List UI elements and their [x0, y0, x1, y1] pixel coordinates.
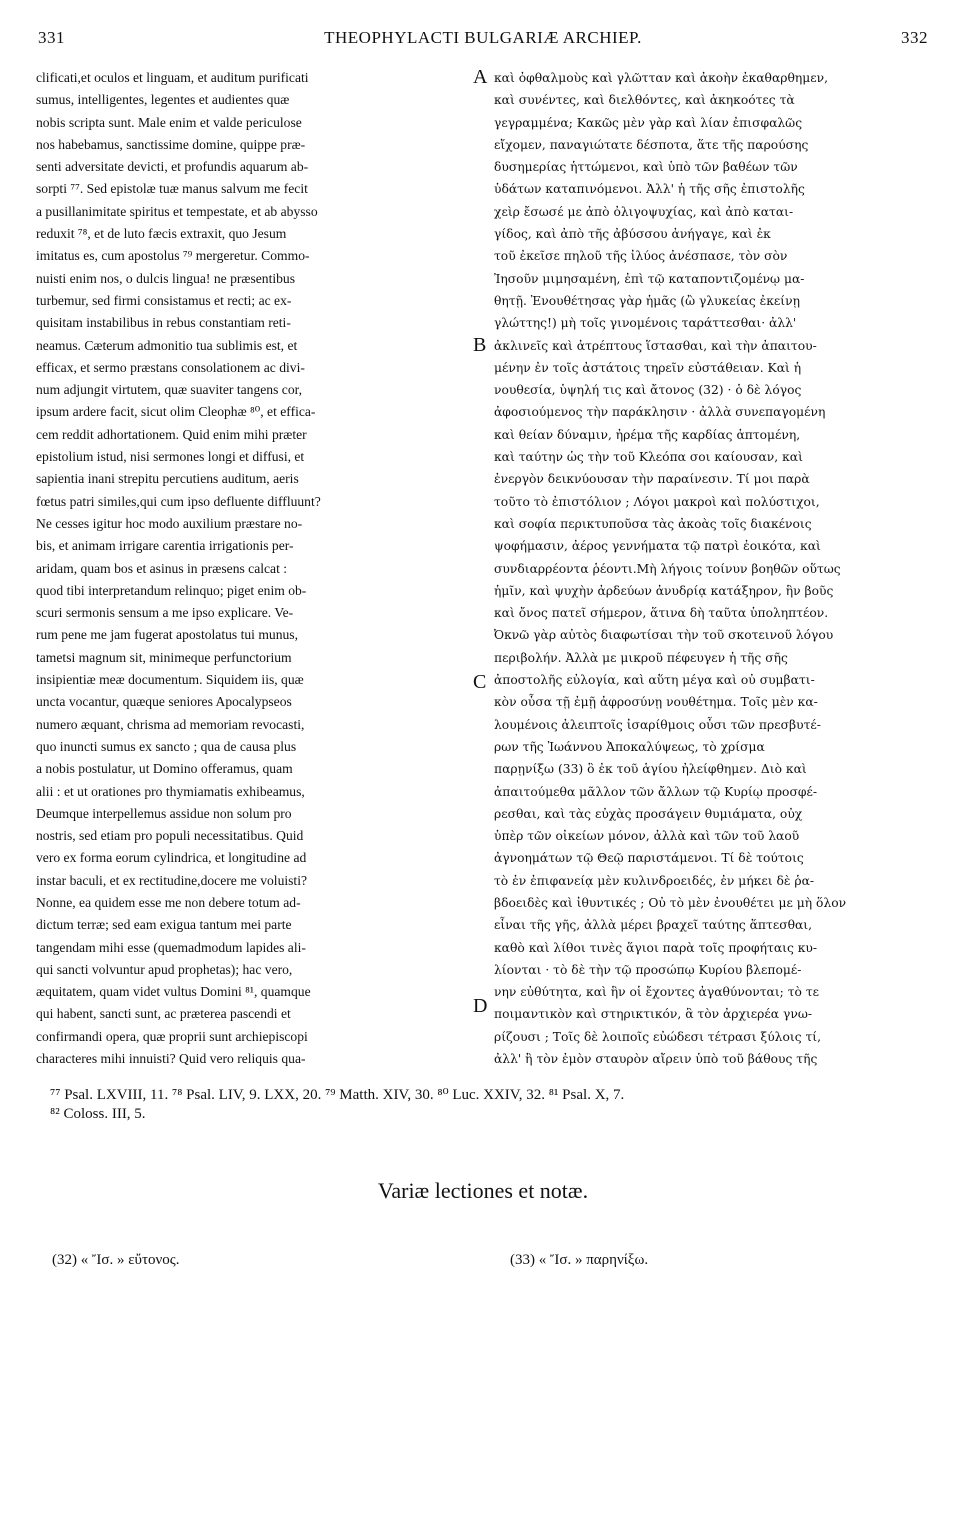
greek-text-line: συνδιαρρέοντα ῥέοντι.Μὴ λήγοις τοίνυν βοηθῶν οὕτως — [494, 561, 841, 576]
greek-text-line: ὑδάτων καταπινόμενοι. Ἀλλ' ἡ τῆς σῆς ἐπιστολῆς — [494, 182, 805, 197]
latin-text-line: instar baculi, et ex rectitudine,docere me voluisti? — [36, 872, 308, 888]
variant-note-33: (33) « Ἴσ. » παρηνίξω. — [510, 1252, 649, 1268]
greek-text-line: νουθεσία, ὑψηλή τις καὶ ἄτονος (32) · ὁ δὲ λόγος — [494, 383, 802, 398]
latin-text-line: nos habebamus, sanctissime domine, quippe præ- — [36, 136, 306, 152]
latin-text-line: num adjungit virtutem, quæ suaviter tangens cor, — [36, 382, 302, 398]
latin-text-line: Nonne, ea quidem esse me non debere totum ad- — [36, 894, 301, 910]
greek-text-line: Ἰησοῦν μιμησαμένη, ἐπὶ τῷ καταποντιζομένῳ μα- — [494, 271, 805, 286]
greek-text-line: Ὀκνῶ γὰρ αὐτὸς διαφωτίσαι τὴν τοῦ σκοτεινοῦ λόγου — [494, 628, 834, 643]
latin-text-line: cem reddit adhortationem. Quid enim mihi præter — [36, 426, 307, 442]
greek-text-line: ρίζουσι ; Τοῖς δὲ λοιποῖς εὐώδεσι τέτρασι ξύλοις τί, — [494, 1029, 822, 1044]
greek-column — [494, 67, 932, 1070]
greek-text-line: γλώττης!) μὴ τοῖς γινομένοις ταράττεσθαι· ἀλλ' — [494, 316, 797, 331]
greek-text-line: τοῦτο τὸ ἐπιστόλιον ; Λόγοι μακροὶ καὶ πολύστιχοι, — [494, 494, 820, 509]
greek-text-line: ἀλλ' ἢ τὸν ἐμὸν σταυρὸν αἴρειν ὑπὸ τοῦ βάθους τῆς — [494, 1052, 818, 1067]
latin-text-line: sorpti ⁷⁷. Sed epistolæ tuæ manus salvum me fecit — [36, 181, 308, 197]
latin-text-line: tangendam mihi esse (quemadmodum lapides ali- — [36, 939, 306, 955]
greek-text-line: θητῇ. Ἐνουθέτησας γὰρ ἡμᾶς (ὢ γλυκείας ἐκείνῃ — [494, 293, 800, 308]
greek-text-line: βδοειδὲς καὶ ἰθυντικές ; Οὐ τὸ μὲν ἐνουθέτει με μὴ ὅλον — [494, 895, 847, 910]
greek-text-line: ἀγνοημάτων τῷ Θεῷ παριστάμενοι. Τί δὲ τούτοις — [494, 851, 804, 866]
latin-text-line: epistolium istud, nisi sermones longi et diffusi, et — [36, 449, 305, 465]
greek-text-line: δυσημερίας ἡττώμενοι, καὶ ὑπὸ τῶν βαθέων τῶν — [494, 160, 798, 175]
latin-text-line: nuisti enim nos, o dulcis lingua! ne præsentibus — [36, 270, 296, 286]
latin-text-line: Deumque interpellemus assidue non solum pro — [36, 805, 292, 821]
greek-text-line: ἐνεργὸν δεικνύουσαν τὴν παραίνεσιν. Τί μοι παρὰ — [494, 472, 810, 487]
greek-text-line: ποιμαντικὸν καὶ στηρικτικόν, ἃ τὸν ἀρχιερέα γνω- — [494, 1007, 813, 1022]
latin-text-line: rum pene me jam fugerat apostolatus tui munus, — [36, 627, 298, 643]
greek-text-line: τοῦ ἐκεῖσε πηλοῦ τῆς ἰλύος ἀνέσπασε, τὸν σὸν — [494, 249, 788, 264]
greek-text-line: ἀπαιτούμεθα μᾶλλον τῶν ἄλλων τῷ Κυρίῳ προσφέ- — [494, 784, 817, 799]
greek-text-line: λίονται · τὸ δὲ τὴν τῷ προσώπῳ Κυρίου βλεπομέ- — [494, 962, 802, 977]
latin-text-line: nobis scripta sunt. Male enim et valde periculose — [36, 114, 302, 130]
margin-letter-b: B — [473, 334, 487, 356]
latin-text-line: quisitam instabilibus in rebus constantiam reti- — [36, 315, 291, 331]
page-number-left: 331 — [38, 28, 65, 47]
latin-text-line: sapientia inani strepitu percutiens auditum, aeris — [36, 471, 299, 487]
latin-text-line: clificati,et oculos et linguam, et auditum purificati — [36, 70, 309, 85]
greek-text-line: γεγραμμένα; Κακῶς μὲν γὰρ καὶ λίαν ἐπισφαλῶς — [494, 115, 803, 130]
greek-text-line: καὶ σοφία περικτυποῦσα τὰς ἀκοὰς τοῖς διακένοις — [494, 516, 812, 531]
greek-text-line: περιβολήν. Ἀλλὰ με μικροῦ πέφευγεν ἡ τῆς σῆς — [494, 650, 788, 665]
latin-column — [36, 67, 470, 1070]
latin-text-line: reduxit ⁷⁸, et de luto fæcis extraxit, quo Jesum — [36, 226, 287, 242]
greek-text-line: ψοφήμασιν, ἀέρος γεννήματα τῷ πατρὶ ἐοικότα, καὶ — [494, 539, 821, 554]
greek-text-line: ἀποστολῆς εὐλογία, καὶ αὕτη μέγα καὶ οὐ συμβατι- — [494, 673, 815, 688]
greek-text-line: εἴχομεν, παναγιώτατε δέσποτα, ἅτε τῆς παρούσης — [494, 137, 809, 152]
latin-text-line: quo inuncti sumus ex sancto ; qua de causa plus — [36, 738, 297, 754]
page-header — [38, 28, 928, 54]
latin-text-line: senti adversitate devicti, et profundis aquarum ab- — [36, 159, 309, 175]
greek-text-line: καθὸ καὶ λίθοι τινὲς ἅγιοι παρὰ τοῖς προφήταις κυ- — [494, 940, 818, 955]
footnotes — [50, 1086, 930, 1124]
latin-text-line: qui habent, sancti sunt, ac præterea pascendi et — [36, 1006, 291, 1022]
greek-text-line: καὶ ταύτην ὡς τὴν τοῦ Κλεόπα σοι καίουσαν, καὶ — [494, 450, 803, 465]
latin-text-line: a nobis postulatur, ut Domino offeramus, quam — [36, 761, 293, 777]
running-title: THEOPHYLACTI BULGARIÆ ARCHIEP. — [324, 28, 642, 47]
greek-text-line: ρων τῆς Ἰωάννου Ἀποκαλύψεως, τὸ χρίσμα — [494, 739, 765, 754]
greek-text-line: λουμένοις ἀλειπτοῖς ἰσαρίθμοις οὖσι τῶν πρεσβυτέ- — [494, 717, 821, 732]
margin-letter-c: C — [473, 671, 487, 693]
greek-text-line: εἶναι τῆς γῆς, ἀλλὰ μέρει βραχεῖ ταύτης ἅπτεσθαι, — [494, 918, 813, 933]
latin-text-line: dictum terræ; sed eam exigua tantum mei parte — [36, 917, 292, 933]
variae-lectiones-heading: Variæ lectiones et notæ. — [377, 1178, 589, 1203]
greek-text-line: καὶ συνέντες, καὶ διελθόντες, καὶ ἀκηκοότες τὰ — [494, 93, 795, 108]
latin-text-line: imitatus es, cum apostolus ⁷⁹ mergeretur. Commo- — [36, 248, 310, 264]
latin-text-line: a pusillanimitate spiritus et tempestate, et ab abysso — [36, 203, 318, 219]
latin-text-line: aridam, quam bos et asinus in præsens calcat : — [36, 560, 288, 576]
latin-text-line: ipsum ardere facit, sicut olim Cleophæ ⁸⁰, et effica- — [36, 404, 316, 420]
latin-text-line: bis, et animam irrigare carentia irrigationis per- — [36, 538, 294, 554]
footnote-line: ⁸² Coloss. III, 5. — [50, 1106, 146, 1122]
greek-text-line: καὶ θείαν δύναμιν, ἠρέμα τῆς καρδίας ἁπτομένη, — [494, 427, 801, 442]
greek-text-line: χεὶρ ἔσωσέ με ἀπὸ ὀλιγοψυχίας, καὶ ἀπὸ καται- — [494, 204, 794, 219]
latin-text-line: scuri sermonis sensum a me ipso explicare. Ve- — [36, 605, 294, 621]
latin-text-line: confirmandi opera, quæ proprii sunt archiepiscopi — [36, 1028, 308, 1044]
latin-text-line: vero ex forma eorum cylindrica, et longitudine ad — [36, 850, 307, 866]
greek-text-line: ὑπὲρ τῶν οἰκείων μόνον, ἀλλὰ καὶ τῶν τοῦ λαοῦ — [494, 829, 800, 844]
latin-text-line: sumus, intelligentes, legentes et audientes quæ — [36, 92, 290, 108]
latin-text-line: turbemur, sed firmi consistamus et recti; ac ex- — [36, 292, 292, 308]
latin-text-line: tametsi magnum sit, minimeque perfunctorium — [36, 649, 292, 665]
greek-text-line: ρεσθαι, καὶ τὰς εὐχὰς προσάγειν θυμιάματα, οὐχ — [494, 806, 803, 821]
greek-text-line: κὸν οὖσα τῇ ἐμῇ ἀφροσύνῃ νουθέτημα. Τοῖς μὲν κα- — [494, 695, 818, 710]
variant-note-32: (32) « Ἴσ. » εὔτονος. — [52, 1252, 180, 1268]
latin-text-line: Ne cesses igitur hoc modo auxilium præstare no- — [36, 515, 303, 531]
latin-text-line: qui sancti volvuntur apud prophetas); hac vero, — [36, 961, 293, 977]
latin-text-line: numero æquant, chrisma ad memoriam revocasti, — [36, 716, 305, 732]
latin-text-line: æquitatem, quam videt vultus Domini ⁸¹, quamque — [36, 984, 311, 1000]
greek-text-line: καὶ ὀφθαλμοὺς καὶ γλῶτταν καὶ ἀκοὴν ἐκαθαρθημεν, — [494, 71, 828, 85]
latin-text-line: insipientiæ meæ documentum. Siquidem iis, quæ — [36, 672, 304, 688]
latin-text-line: fœtus patri similes,qui cum ipso defluente diffluunt? — [36, 493, 321, 509]
footnote-line: ⁷⁷ Psal. LXVIII, 11. ⁷⁸ Psal. LIV, 9. LXX, 20. ⁷⁹ Matth. XIV, 30. ⁸⁰ Luc. XXIV, 32. ⁸¹ Psal. X, 7. — [50, 1087, 625, 1103]
latin-text-line: characteres mihi innuisti? Quid vero reliquis qua- — [36, 1051, 306, 1067]
latin-text-line: uncta vocantur, quæque seniores Apocalypseos — [36, 694, 292, 710]
greek-text-line: ἀφοσιούμενος τὴν παράκλησιν · ἀλλὰ συνεπαγομένη — [494, 405, 826, 420]
latin-text-line: nostris, sed etiam pro populi necessitatibus. Quid — [36, 828, 304, 844]
page-number-right: 332 — [901, 28, 928, 47]
latin-text-line: efficax, et sermo præstans consolationem ac divi- — [36, 359, 305, 375]
greek-text-line: μένην ἐν τοῖς ἀστάτοις τηρεῖν εὐστάθειαν. Καὶ ἡ — [494, 360, 802, 375]
greek-text-line: παρῃνίξω (33) ὃ ἐκ τοῦ ἁγίου ἠλείφθημεν. Διὸ καὶ — [494, 762, 807, 777]
greek-text-line: νην εὐθύτητα, καὶ ἣν οἱ ἔχοντες ἀγαθύνονται; τὸ τε — [494, 985, 820, 1000]
greek-text-line: γίδος, καὶ ἀπὸ τῆς ἀβύσσου ἀνήγαγε, καὶ ἐκ — [494, 227, 771, 242]
greek-text-line: καὶ ὄνος πατεῖ σήμερον, ἅτινα δὴ ταῦτα ὑποληπτέον. — [494, 606, 829, 621]
greek-text-line: τὸ ἐν ἐπιφανείᾳ μὲν κυλινδροειδές, ἐν μήκει δὲ ῥα- — [494, 873, 815, 888]
margin-letter-d: D — [473, 995, 488, 1017]
margin-letter-a: A — [473, 66, 488, 88]
latin-text-line: neamus. Cæterum admonitio tua sublimis est, et — [36, 337, 298, 353]
greek-text-line: ἡμῖν, καὶ ψυχὴν ἀρδεύων ἀνυδρίᾳ κατάξηρον, ἣν βοῦς — [494, 583, 834, 598]
latin-text-line: alii : et ut orationes pro thymiamatis exhibeamus, — [36, 783, 305, 799]
latin-text-line: quod tibi interpretandum relinquo; piget enim ob- — [36, 582, 307, 598]
greek-text-line: ἀκλινεῖς καὶ ἀτρέπτους ἵστασθαι, καὶ τὴν ἀπαιτου- — [494, 338, 817, 353]
